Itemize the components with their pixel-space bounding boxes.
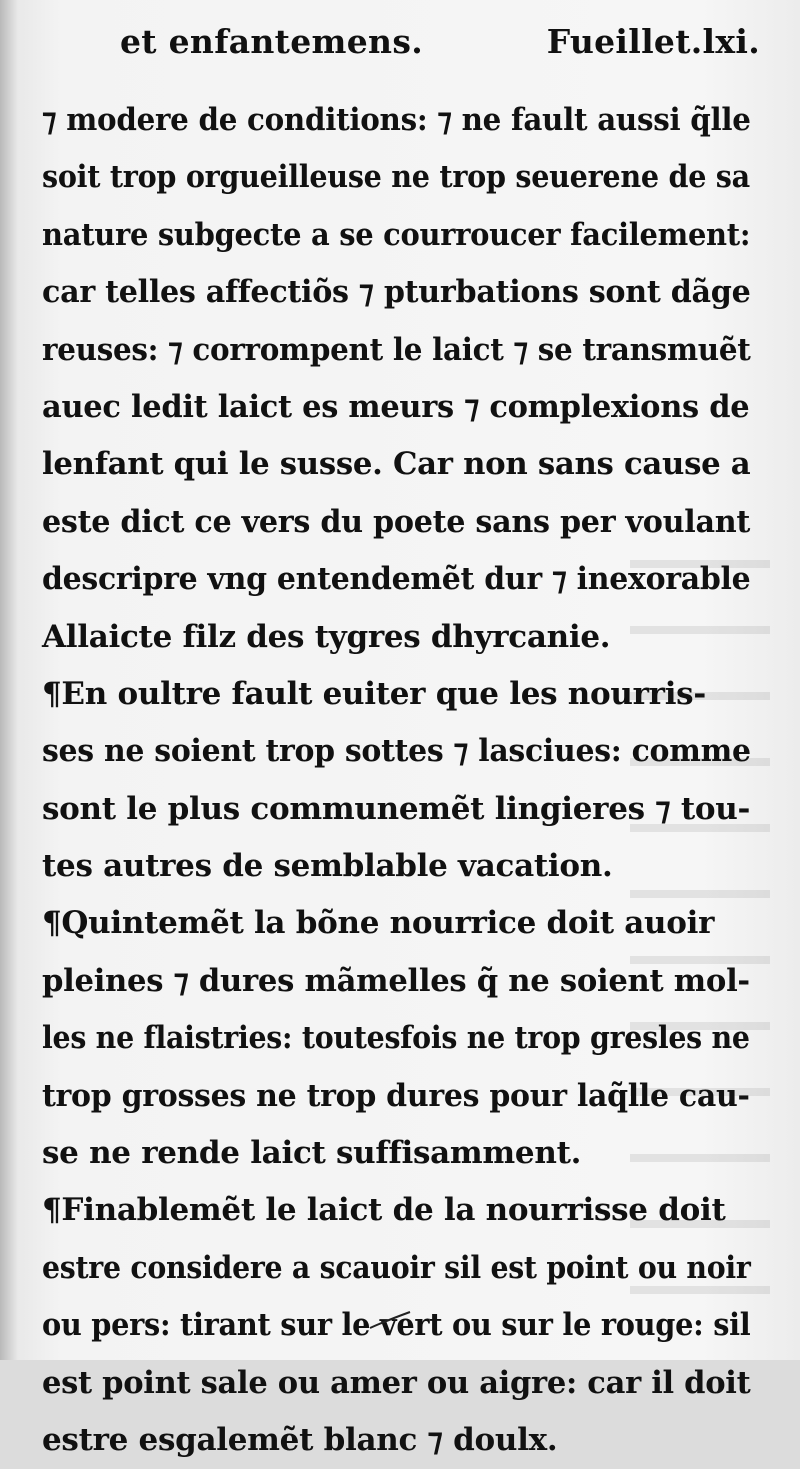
paragraph-start-line: ¶En oultre fault euiter que les nourris- bbox=[42, 675, 706, 712]
text-line: reuses: ⁊ corrompent le laict ⁊ se transmuẽt bbox=[42, 331, 751, 368]
text-line: pleines ⁊ dures mãmelles q̃ ne soient mol- bbox=[42, 962, 750, 999]
text-line: se ne rende laict suffisamment. bbox=[42, 1135, 582, 1172]
text-line: auec ledit laict es meurs ⁊ complexions de bbox=[42, 388, 750, 425]
running-header bbox=[120, 22, 760, 72]
text-block bbox=[42, 92, 750, 1469]
text-line: est point sale ou amer ou aigre: car il doit bbox=[42, 1364, 751, 1401]
paragraph-start-line: ¶Quintemẽt la bõne nourrice doit auoir bbox=[42, 905, 715, 942]
text-line: trop grosses ne trop dures pour laq̃lle cau- bbox=[42, 1077, 750, 1114]
text-line: ou pers: tirant sur le vert ou sur le rouge: sil bbox=[42, 1307, 751, 1344]
text-line: tes autres de semblable vacation. bbox=[42, 848, 613, 885]
text-line: car telles affectiõs ⁊ pturbations sont dãge bbox=[42, 274, 751, 311]
text-line: sont le plus communemẽt lingieres ⁊ tou- bbox=[42, 790, 751, 827]
text-line: ⁊ modere de conditions: ⁊ ne fault aussi q̃lle bbox=[42, 102, 751, 138]
text-line: Allaicte filz des tygres dhyrcanie. bbox=[42, 618, 611, 655]
text-line: estre esgalemẽt blanc ⁊ doulx. bbox=[42, 1421, 558, 1458]
running-title: et enfantemens. bbox=[120, 22, 423, 61]
text-line: soit trop orgueilleuse ne trop seuerene de sa bbox=[42, 159, 750, 196]
ink-flourish bbox=[368, 1310, 412, 1330]
text-line: descripre vng entendemẽt dur ⁊ inexorable bbox=[42, 561, 751, 598]
text-line: nature subgecte a se courroucer facilement: bbox=[42, 216, 751, 253]
text-line: este dict ce vers du poete sans per voulant bbox=[42, 503, 751, 540]
folio-number: Fueillet.lxi. bbox=[546, 22, 760, 61]
text-line: les ne flaistries: toutesfois ne trop gresles ne bbox=[42, 1020, 750, 1057]
text-line: ses ne soient trop sottes ⁊ lasciues: comme bbox=[42, 733, 751, 770]
text-line: estre considere a scauoir sil est point ou noir bbox=[42, 1249, 751, 1286]
paragraph-start-line: ¶Finablemẽt le laict de la nourrisse doit bbox=[42, 1192, 726, 1229]
text-line: lenfant qui le susse. Car non sans cause a bbox=[42, 446, 751, 483]
